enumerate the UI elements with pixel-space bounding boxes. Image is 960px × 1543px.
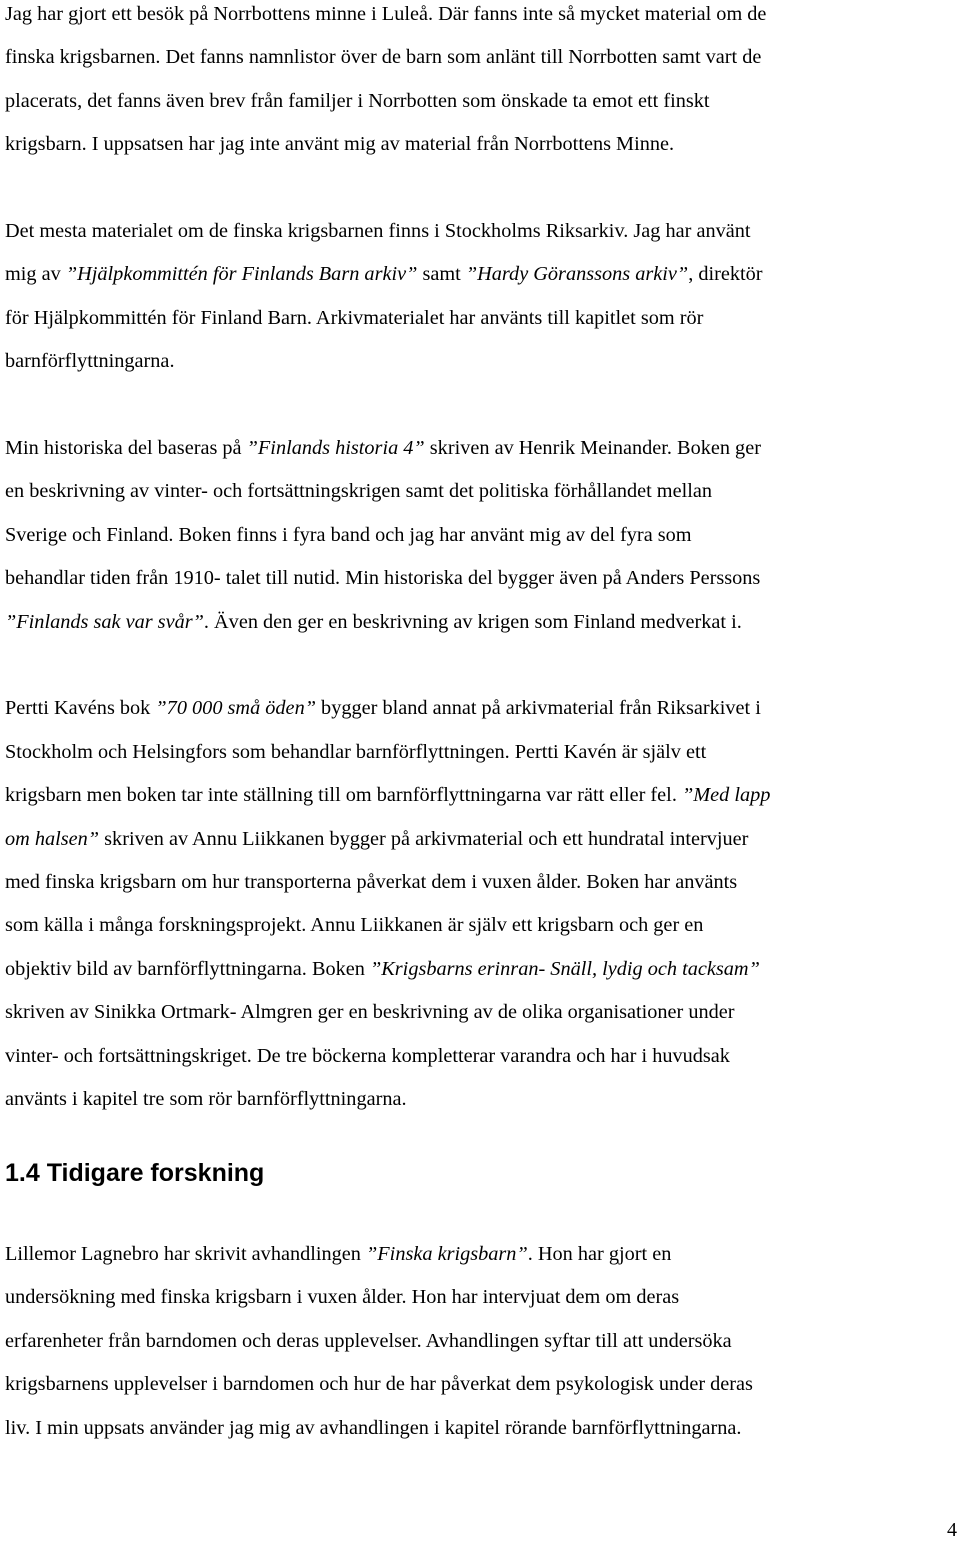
book-title: ”Krigsbarns erinran- Snäll, lydig och tacksam”	[369, 957, 760, 980]
paragraph-previous-research	[5, 1233, 753, 1450]
text-run: Lillemor Lagnebro har skrivit avhandlingen	[5, 1243, 367, 1265]
book-title: om halsen”	[5, 827, 100, 850]
text-line: krigsbarn. I uppsatsen har jag inte använt mig av material från Norrbottens Minne.	[5, 133, 675, 156]
text-line: Sverige och Finland. Boken finns i fyra band och jag har använt mig av del fyra som	[5, 523, 692, 546]
text-line: Stockholm och Helsingfors som behandlar barnförflyttningen. Pertti Kavén är själv ett	[5, 740, 707, 763]
text-run: . Även den ger en beskrivning av krigen som Finland medverkat i.	[203, 610, 742, 633]
text-line: undersökning med finska krigsbarn i vuxen ålder. Hon har intervjuat dem om deras	[5, 1286, 680, 1309]
text-line: som källa i många forskningsprojekt. Annu Liikkanen är själv ett krigsbarn och ger en	[5, 914, 704, 937]
text-run: skriven av Henrik Meinander. Boken ger	[424, 437, 761, 460]
book-title: ”70 000 små öden”	[155, 697, 316, 720]
text-run: mig av	[5, 263, 66, 286]
text-line	[5, 253, 955, 296]
paragraph-riksarkiv	[5, 210, 955, 384]
text-line: Det mesta materialet om de finska krigsbarnen finns i Stockholms Riksarkiv. Jag har använt	[5, 220, 751, 243]
text-line: använts i kapitel tre som rör barnförflyttningarna.	[5, 1088, 407, 1111]
text-run: Min historiska del baseras på	[5, 437, 247, 460]
text-run: Pertti Kavéns bok	[5, 697, 156, 720]
text-line: skriven av Sinikka Ortmark- Almgren ger en beskrivning av de olika organisationer under	[5, 1001, 735, 1024]
text-run: . Hon har gjort en	[527, 1243, 672, 1265]
text-line: med finska krigsbarn om hur transporterna påverkat dem i vuxen ålder. Boken har använts	[5, 871, 738, 894]
archive-title: ”Hardy Göranssons arkiv”	[465, 263, 689, 286]
text-run: samt	[417, 263, 466, 286]
text-line: Jag har gjort ett besök på Norrbottens minne i Luleå. Där fanns inte så mycket material om de	[5, 3, 767, 25]
archive-title: ”Hjälpkommittén för Finlands Barn arkiv”	[65, 263, 418, 286]
document-page	[5, 0, 955, 1439]
text-run: bygger bland annat på arkivmaterial från Riksarkivet i	[315, 697, 761, 720]
text-line: krigsbarnens upplevelser i barndomen och hur de har påverkat dem psykologisk under deras	[5, 1373, 753, 1396]
paragraph-gap	[5, 384, 955, 427]
text-line	[5, 427, 955, 470]
paragraph-gap	[5, 167, 955, 210]
book-title: ”Finlands sak var svår”	[5, 610, 204, 633]
text-line: erfarenheter från barndomen och deras upplevelser. Avhandlingen syftar till att undersöka	[5, 1329, 732, 1352]
text-line: behandlar tiden från 1910- talet till nutid. Min historiska del bygger även på Anders Perssons	[5, 567, 761, 590]
text-line	[5, 1233, 753, 1276]
thesis-title: ”Finska krigsbarn”	[366, 1243, 528, 1265]
text-line	[5, 687, 955, 730]
text-run: , direktör	[688, 263, 763, 286]
paragraph-historical-sources	[5, 427, 955, 644]
text-line: liv. I min uppsats använder jag mig av avhandlingen i kapitel rörande barnförflyttningarna.	[5, 1416, 742, 1439]
text-run: skriven av Annu Liikkanen bygger på arkivmaterial och ett hundratal intervjuer	[99, 827, 749, 850]
page-number: 4	[947, 1519, 957, 1541]
text-line	[5, 948, 955, 991]
text-line: placerats, det fanns även brev från familjer i Norrbotten som önskade ta emot ett finskt	[5, 89, 710, 112]
text-line: vinter- och fortsättningskriget. De tre böckerna kompletterar varandra och har i huvudsak	[5, 1044, 730, 1067]
paragraph-krigsbarn-books	[5, 687, 955, 1121]
section-heading: 1.4 Tidigare forskning	[5, 1159, 265, 1187]
text-line: finska krigsbarnen. Det fanns namnlistor över de barn som anlänt till Norrbotten samt vart de	[5, 46, 762, 69]
text-run: objektiv bild av barnförflyttningarna. Boken	[5, 957, 370, 980]
text-line: en beskrivning av vinter- och fortsättningskrigen samt det politiska förhållandet mellan	[5, 480, 713, 503]
paragraph-norrbottens-minne	[5, 0, 955, 167]
text-line: för Hjälpkommittén för Finland Barn. Arkivmaterialet har använts till kapitlet som rör	[5, 306, 704, 329]
text-line	[5, 818, 955, 861]
book-title: ”Med lapp	[681, 784, 771, 807]
paragraph-gap	[5, 644, 955, 687]
text-line: barnförflyttningarna.	[5, 350, 175, 373]
book-title: ”Finlands historia 4”	[246, 437, 425, 460]
text-line	[5, 601, 955, 644]
text-line	[5, 774, 955, 817]
text-run: krigsbarn men boken tar inte ställning till om barnförflyttningarna var rätt eller fel.	[5, 784, 682, 807]
